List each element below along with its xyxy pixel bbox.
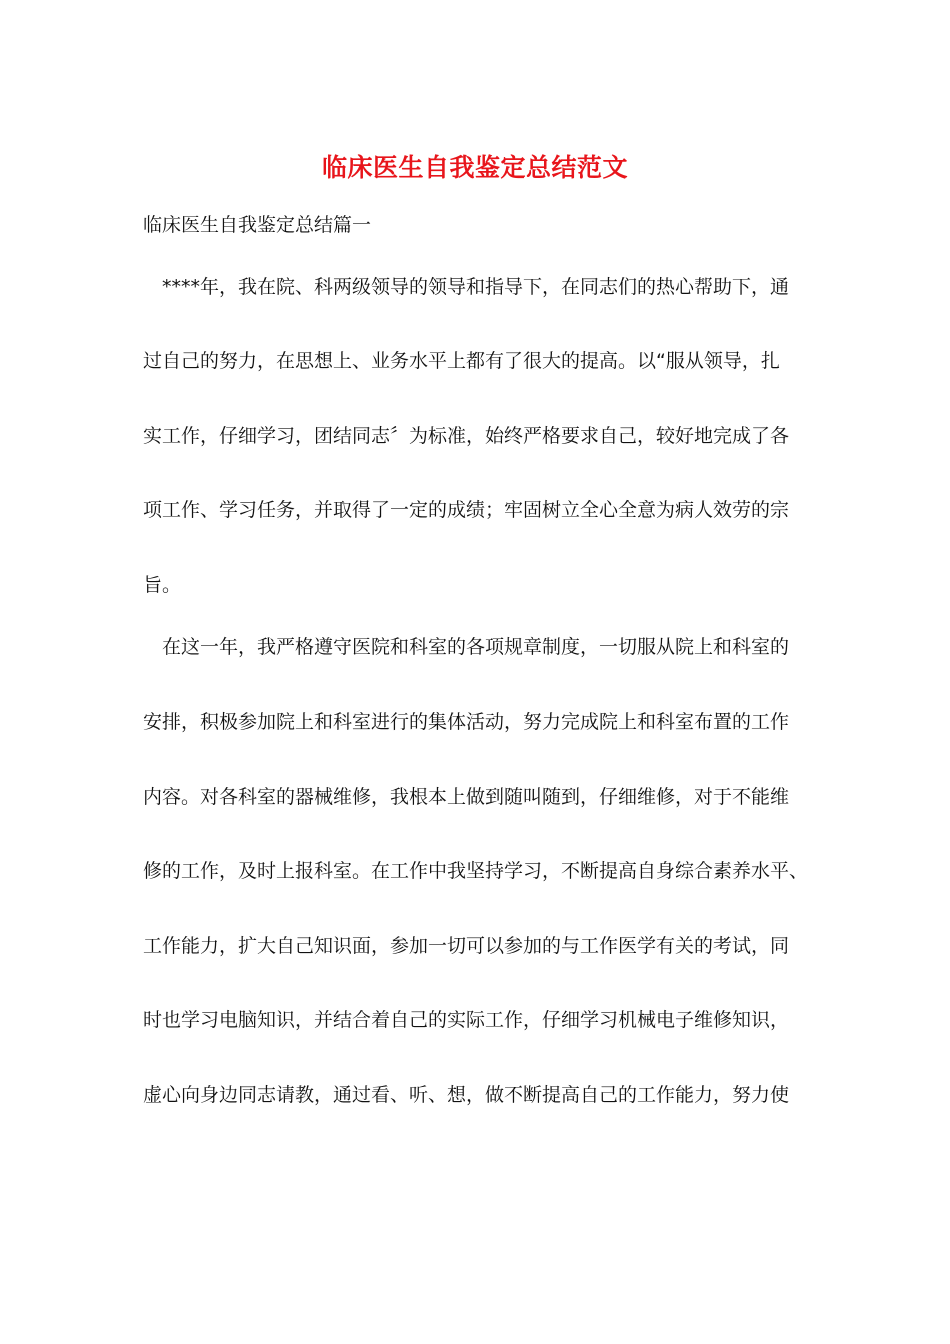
- body-line: 旨。: [143, 574, 182, 596]
- document-title: 临床医生自我鉴定总结范文: [321, 153, 628, 182]
- section-heading: 临床医生自我鉴定总结篇一: [143, 214, 372, 236]
- body-line: 虚心向身边同志请教，通过看、听、想，做不断提高自己的工作能力，努力使: [143, 1084, 790, 1106]
- body-line: 实工作，仔细学习，团结同志〞为标准，始终严格要求自己，较好地完成了各: [143, 425, 790, 447]
- body-line: 项工作、学习任务，并取得了一定的成绩；牢固树立全心全意为病人效劳的宗: [143, 499, 790, 521]
- body-line: 时也学习电脑知识，并结合着自己的实际工作，仔细学习机械电子维修知识，: [143, 1009, 790, 1031]
- body-line: 过自己的努力，在思想上、业务水平上都有了很大的提高。以“服从领导，扎: [143, 350, 780, 372]
- body-line: 工作能力，扩大自己知识面，参加一切可以参加的与工作医学有关的考试，同: [143, 935, 790, 957]
- body-line: 修的工作，及时上报科室。在工作中我坚持学习，不断提高自身综合素养水平、: [143, 860, 809, 882]
- body-line: 内容。对各科室的器械维修，我根本上做到随叫随到，仔细维修，对于不能维: [143, 786, 790, 808]
- body-line: 安排，积极参加院上和科室进行的集体活动，努力完成院上和科室布置的工作: [143, 711, 790, 733]
- body-line: ****年，我在院、科两级领导的领导和指导下，在同志们的热心帮助下，通: [143, 276, 790, 298]
- body-line: 在这一年，我严格遵守医院和科室的各项规章制度，一切服从院上和科室的: [143, 636, 790, 658]
